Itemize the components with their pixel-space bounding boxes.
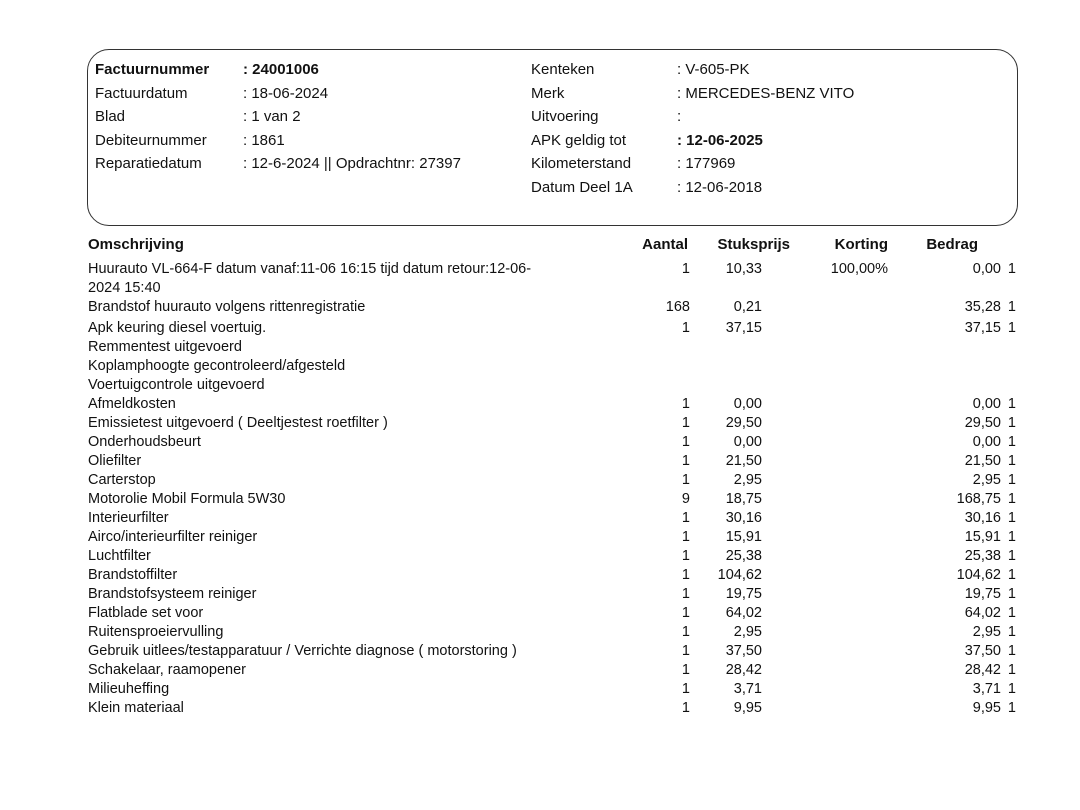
item-unit-price: 64,02 bbox=[725, 605, 762, 621]
item-amount: 29,50 bbox=[964, 415, 1001, 431]
item-quantity: 1 bbox=[681, 605, 690, 621]
item-description: Brandstof huurauto volgens rittenregistratie bbox=[88, 299, 366, 315]
brand-label: Merk bbox=[531, 84, 565, 102]
mileage-value: : 177969 bbox=[677, 155, 736, 173]
item-unit-price: 0,00 bbox=[733, 396, 762, 412]
item-unit-price: 37,50 bbox=[725, 643, 762, 659]
invoice-number-value: : 24001006 bbox=[243, 61, 319, 78]
item-vat-code: 1 bbox=[1007, 434, 1016, 450]
table-row bbox=[88, 490, 1018, 509]
item-amount: 104,62 bbox=[956, 567, 1001, 583]
item-vat-code: 1 bbox=[1007, 261, 1016, 277]
invoice-number-label: Factuurnummer bbox=[95, 61, 210, 78]
apk-valid-value: : 12-06-2025 bbox=[677, 131, 763, 149]
table-row bbox=[88, 680, 1018, 699]
repair-date-value: : 12-6-2024 || Opdrachtnr: 27397 bbox=[243, 155, 461, 173]
item-quantity: 9 bbox=[681, 491, 690, 507]
item-vat-code: 1 bbox=[1007, 567, 1016, 583]
item-description: Luchtfilter bbox=[88, 548, 151, 564]
table-row bbox=[88, 547, 1018, 566]
page-value: : 1 van 2 bbox=[243, 108, 301, 126]
item-vat-code: 1 bbox=[1007, 548, 1016, 564]
item-amount: 0,00 bbox=[972, 396, 1001, 412]
column-unit-price: Stuksprijs bbox=[717, 236, 790, 253]
item-description: Milieuheffing bbox=[88, 681, 170, 697]
item-description: Schakelaar, raamopener bbox=[88, 662, 246, 678]
item-description: Carterstop bbox=[88, 472, 156, 488]
item-unit-price: 0,21 bbox=[733, 299, 762, 315]
table-row bbox=[88, 414, 1018, 433]
item-quantity: 1 bbox=[681, 529, 690, 545]
item-description: Emissietest uitgevoerd ( Deeltjestest roetfilter ) bbox=[88, 415, 388, 431]
table-row bbox=[88, 298, 1018, 317]
apk-valid-label: APK geldig tot bbox=[531, 131, 627, 149]
item-description: Interieurfilter bbox=[88, 510, 169, 526]
item-amount: 21,50 bbox=[964, 453, 1001, 469]
item-vat-code: 1 bbox=[1007, 605, 1016, 621]
item-quantity: 1 bbox=[681, 453, 690, 469]
item-amount: 9,95 bbox=[972, 700, 1001, 716]
table-row bbox=[88, 661, 1018, 680]
item-unit-price: 18,75 bbox=[725, 491, 762, 507]
item-quantity: 1 bbox=[681, 396, 690, 412]
item-description: Klein materiaal bbox=[88, 700, 184, 716]
item-amount: 28,42 bbox=[964, 662, 1001, 678]
item-vat-code: 1 bbox=[1007, 643, 1016, 659]
brand-value: : MERCEDES-BENZ VITO bbox=[677, 84, 855, 102]
item-amount: 3,71 bbox=[972, 681, 1001, 697]
table-row bbox=[88, 566, 1018, 585]
page-label: Blad bbox=[95, 108, 126, 126]
item-amount: 30,16 bbox=[964, 510, 1001, 526]
items-table bbox=[88, 260, 1018, 718]
item-quantity: 1 bbox=[681, 548, 690, 564]
item-amount: 19,75 bbox=[964, 586, 1001, 602]
item-amount: 35,28 bbox=[964, 299, 1001, 315]
item-unit-price: 37,15 bbox=[725, 320, 762, 336]
item-amount: 37,50 bbox=[964, 643, 1001, 659]
license-plate-label: Kenteken bbox=[531, 61, 595, 78]
item-description: Brandstoffilter bbox=[88, 567, 178, 583]
invoice-date-row bbox=[95, 82, 515, 106]
item-quantity: 168 bbox=[665, 299, 690, 315]
item-quantity: 1 bbox=[681, 320, 690, 336]
item-amount: 25,38 bbox=[964, 548, 1001, 564]
table-row bbox=[88, 433, 1018, 452]
registration-date-label: Datum Deel 1A bbox=[531, 178, 633, 196]
item-quantity: 1 bbox=[681, 510, 690, 526]
item-description: Flatblade set voor bbox=[88, 605, 204, 621]
item-description: Huurauto VL-664-F datum vanaf:11-06 16:15 tijd datum retour:12-06-2024 15:40 bbox=[88, 261, 532, 296]
table-row bbox=[88, 699, 1018, 718]
column-discount: Korting bbox=[834, 236, 888, 253]
column-description: Omschrijving bbox=[88, 236, 184, 253]
item-amount: 2,95 bbox=[972, 624, 1001, 640]
item-unit-price: 104,62 bbox=[717, 567, 762, 583]
item-vat-code: 1 bbox=[1007, 453, 1016, 469]
item-vat-code: 1 bbox=[1007, 510, 1016, 526]
item-sub-line: Remmentest uitgevoerd bbox=[88, 339, 242, 355]
item-quantity: 1 bbox=[681, 643, 690, 659]
item-quantity: 1 bbox=[681, 624, 690, 640]
item-vat-code: 1 bbox=[1007, 700, 1016, 716]
item-unit-price: 10,33 bbox=[725, 261, 762, 277]
item-unit-price: 30,16 bbox=[725, 510, 762, 526]
table-row bbox=[88, 319, 1018, 395]
license-plate-row bbox=[531, 58, 1011, 82]
brand-row bbox=[531, 82, 1011, 106]
mileage-label: Kilometerstand bbox=[531, 155, 632, 173]
item-quantity: 1 bbox=[681, 472, 690, 488]
table-row bbox=[88, 642, 1018, 661]
debtor-number-label: Debiteurnummer bbox=[95, 131, 207, 149]
item-vat-code: 1 bbox=[1007, 586, 1016, 602]
item-unit-price: 21,50 bbox=[725, 453, 762, 469]
mileage-row bbox=[531, 152, 1011, 176]
item-unit-price: 15,91 bbox=[725, 529, 762, 545]
item-amount: 37,15 bbox=[964, 320, 1001, 336]
item-unit-price: 2,95 bbox=[733, 472, 762, 488]
item-unit-price: 29,50 bbox=[725, 415, 762, 431]
item-discount: 100,00% bbox=[830, 261, 888, 277]
item-description: Apk keuring diesel voertuig. bbox=[88, 320, 267, 336]
item-amount: 0,00 bbox=[972, 261, 1001, 277]
registration-date-value: : 12-06-2018 bbox=[677, 178, 763, 196]
invoice-date-value: : 18-06-2024 bbox=[243, 84, 329, 102]
table-row bbox=[88, 395, 1018, 414]
item-quantity: 1 bbox=[681, 662, 690, 678]
item-unit-price: 28,42 bbox=[725, 662, 762, 678]
item-vat-code: 1 bbox=[1007, 662, 1016, 678]
item-quantity: 1 bbox=[681, 434, 690, 450]
vehicle-details bbox=[531, 58, 1011, 200]
version-value: : bbox=[677, 108, 682, 126]
item-quantity: 1 bbox=[681, 681, 690, 697]
item-vat-code: 1 bbox=[1007, 529, 1016, 545]
item-unit-price: 19,75 bbox=[725, 586, 762, 602]
item-quantity: 1 bbox=[681, 415, 690, 431]
item-description: Ruitensproeiervulling bbox=[88, 624, 224, 640]
version-label: Uitvoering bbox=[531, 108, 599, 126]
item-amount: 64,02 bbox=[964, 605, 1001, 621]
item-description: Gebruik uitlees/testapparatuur / Verrichte diagnose ( motorstoring ) bbox=[88, 643, 517, 659]
item-amount: 2,95 bbox=[972, 472, 1001, 488]
invoice-details bbox=[95, 58, 515, 176]
item-vat-code: 1 bbox=[1007, 681, 1016, 697]
debtor-number-value: : 1861 bbox=[243, 131, 285, 149]
items-table-header bbox=[88, 236, 1018, 256]
table-row bbox=[88, 528, 1018, 547]
item-quantity: 1 bbox=[681, 700, 690, 716]
item-description: Afmeldkosten bbox=[88, 396, 176, 412]
item-unit-price: 0,00 bbox=[733, 434, 762, 450]
invoice-date-label: Factuurdatum bbox=[95, 84, 188, 102]
page-row bbox=[95, 105, 515, 129]
item-vat-code: 1 bbox=[1007, 624, 1016, 640]
column-quantity: Aantal bbox=[642, 236, 688, 253]
item-sub-line: Koplamphoogte gecontroleerd/afgesteld bbox=[88, 358, 346, 374]
item-vat-code: 1 bbox=[1007, 299, 1016, 315]
item-vat-code: 1 bbox=[1007, 415, 1016, 431]
table-row bbox=[88, 585, 1018, 604]
item-sub-line: Voertuigcontrole uitgevoerd bbox=[88, 377, 265, 393]
table-row bbox=[88, 471, 1018, 490]
item-description: Onderhoudsbeurt bbox=[88, 434, 201, 450]
invoice-number-row bbox=[95, 58, 515, 82]
table-row bbox=[88, 509, 1018, 528]
item-quantity: 1 bbox=[681, 567, 690, 583]
column-amount: Bedrag bbox=[926, 236, 978, 253]
item-quantity: 1 bbox=[681, 586, 690, 602]
item-description: Oliefilter bbox=[88, 453, 142, 469]
item-description: Airco/interieurfilter reiniger bbox=[88, 529, 258, 545]
table-row bbox=[88, 260, 1018, 298]
repair-date-label: Reparatiedatum bbox=[95, 155, 202, 173]
item-unit-price: 9,95 bbox=[733, 700, 762, 716]
item-vat-code: 1 bbox=[1007, 320, 1016, 336]
table-row bbox=[88, 623, 1018, 642]
item-vat-code: 1 bbox=[1007, 396, 1016, 412]
item-amount: 0,00 bbox=[972, 434, 1001, 450]
repair-date-row bbox=[95, 152, 515, 176]
item-amount: 15,91 bbox=[964, 529, 1001, 545]
item-unit-price: 2,95 bbox=[733, 624, 762, 640]
table-row bbox=[88, 604, 1018, 623]
item-unit-price: 3,71 bbox=[733, 681, 762, 697]
item-vat-code: 1 bbox=[1007, 472, 1016, 488]
item-vat-code: 1 bbox=[1007, 491, 1016, 507]
table-row bbox=[88, 452, 1018, 471]
version-row bbox=[531, 105, 1011, 129]
item-quantity: 1 bbox=[681, 261, 690, 277]
license-plate-value: : V-605-PK bbox=[677, 61, 750, 78]
item-amount: 168,75 bbox=[956, 491, 1001, 507]
registration-date-row bbox=[531, 176, 1011, 200]
debtor-number-row bbox=[95, 129, 515, 153]
item-description: Motorolie Mobil Formula 5W30 bbox=[88, 491, 286, 507]
item-description: Brandstofsysteem reiniger bbox=[88, 586, 257, 602]
apk-valid-row bbox=[531, 129, 1011, 153]
item-unit-price: 25,38 bbox=[725, 548, 762, 564]
